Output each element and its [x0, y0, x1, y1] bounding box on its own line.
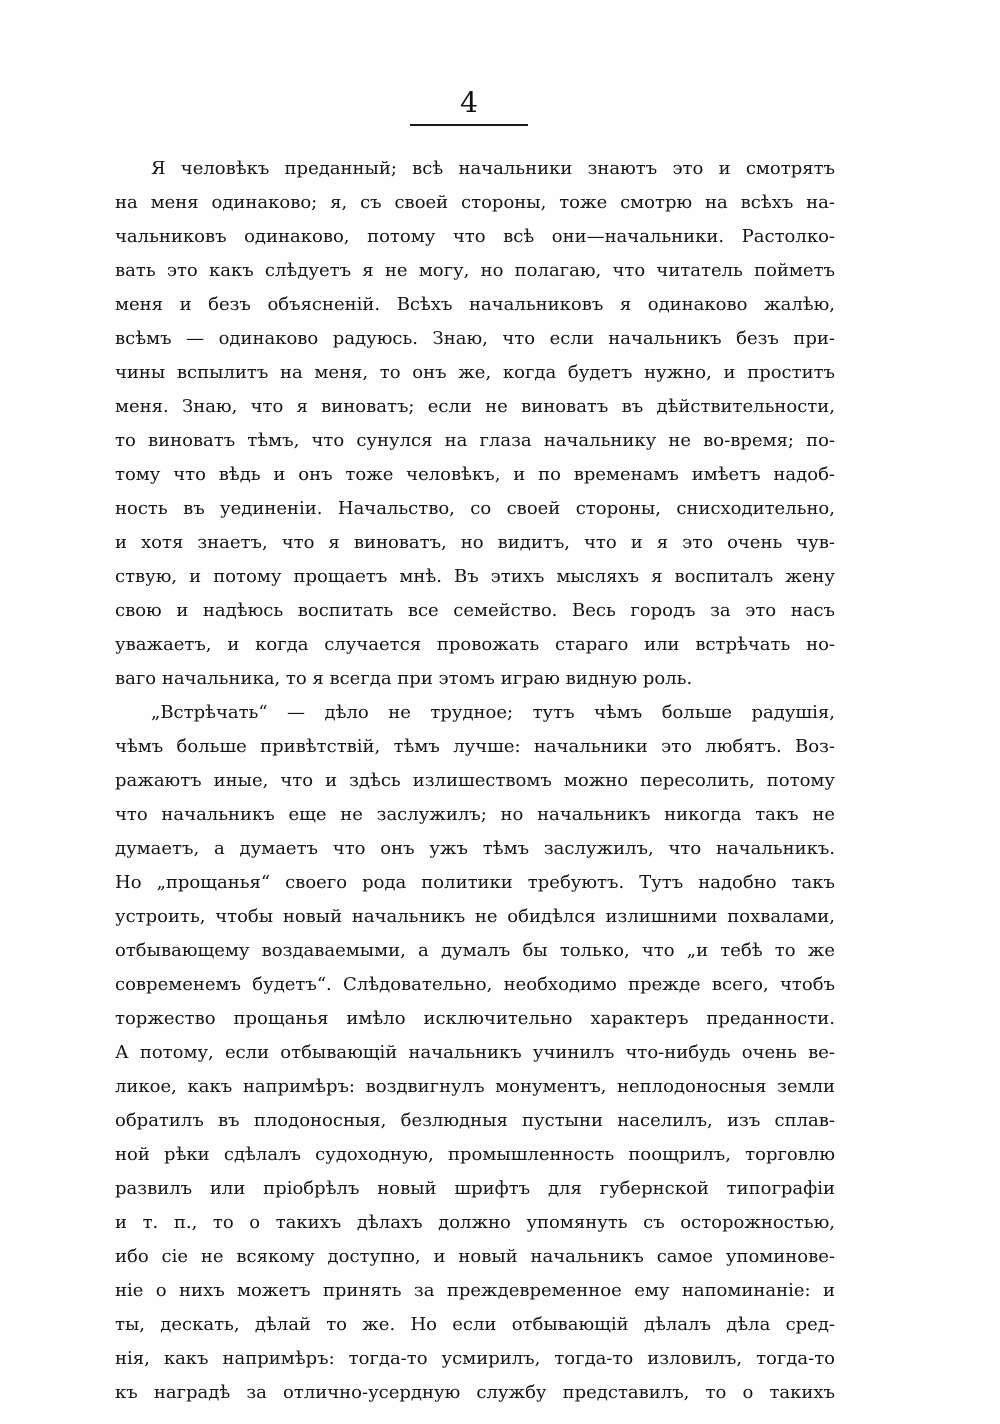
text-line: на меня одинаково; я, съ своей стороны, тоже смотрю на всѣхъ на- — [115, 192, 835, 213]
body-text — [115, 152, 835, 1410]
text-line: къ наградѣ за отлично-усердную службу представилъ, то о такихъ — [115, 1382, 835, 1403]
text-line: ибо сіе не всякому доступно, и новый начальникъ самое упоминове- — [115, 1246, 835, 1267]
text-line: современемъ будетъ“. Слѣдовательно, необходимо прежде всего, чтобъ — [115, 974, 835, 995]
text-line: нія, какъ напримѣръ: тогда-то усмирилъ, тогда-то изловилъ, тогда-то — [115, 1348, 835, 1369]
text-line: ной рѣки сдѣлалъ судоходную, промышленность поощрилъ, торговлю — [115, 1144, 835, 1165]
text-line: отбывающему воздаваемыми, а думалъ бы только, что „и тебѣ то же — [115, 940, 835, 961]
text-line: ты, дескать, дѣлай то же. Но если отбывающій дѣлалъ дѣла сред- — [115, 1314, 835, 1335]
text-line: тому что вѣдь и онъ тоже человѣкъ, и по временамъ имѣетъ надоб- — [115, 464, 835, 485]
text-line: ражаютъ иные, что и здѣсь излишествомъ можно пересолить, потому — [115, 770, 835, 791]
header-rule — [410, 124, 528, 126]
text-line: всѣмъ — одинаково радуюсь. Знаю, что если начальникъ безъ при- — [115, 328, 835, 349]
text-line: думаетъ, а думаетъ что онъ ужъ тѣмъ заслужилъ, что начальникъ. — [115, 838, 835, 859]
text-line: уважаетъ, и когда случается провожать стараго или встрѣчать но- — [115, 634, 835, 655]
text-line: чальниковъ одинаково, потому что всѣ они—начальники. Растолко- — [115, 226, 835, 247]
text-line: обратилъ въ плодоносныя, безлюдныя пустыни населилъ, изъ сплав- — [115, 1110, 835, 1131]
text-line: ность въ уединеніи. Начальство, со своей стороны, снисходительно, — [115, 498, 835, 519]
text-line: развилъ или пріобрѣлъ новый шрифтъ для губернской типографіи — [115, 1178, 835, 1199]
text-line: вать это какъ слѣдуетъ я не могу, но полагаю, что читатель пойметъ — [115, 260, 835, 281]
text-line: Но „прощанья“ своего рода политики требуютъ. Тутъ надобно такъ — [115, 872, 835, 893]
text-line: меня и безъ объясненій. Всѣхъ начальниковъ я одинаково жалѣю, — [115, 294, 835, 315]
text-line: ваго начальника, то я всегда при этомъ играю видную роль. — [115, 668, 693, 689]
text-line: свою и надѣюсь воспитать все семейство. Весь городъ за это насъ — [115, 600, 835, 621]
text-line: торжество прощанья имѣло исключительно характеръ преданности. — [115, 1008, 835, 1029]
page-number: 4 — [460, 86, 478, 119]
text-line: А потому, если отбывающій начальникъ учинилъ что-нибудь очень ве- — [115, 1042, 835, 1063]
text-line: и т. п., то о такихъ дѣлахъ должно упомянуть съ осторожностью, — [115, 1212, 835, 1233]
text-line: и хотя знаетъ, что я виноватъ, но видитъ, что и я это очень чув- — [115, 532, 835, 553]
text-line: чины вспылитъ на меня, то онъ же, когда будетъ нужно, и проститъ — [115, 362, 835, 383]
text-line: то виноватъ тѣмъ, что сунулся на глаза начальнику не во-время; по- — [115, 430, 835, 451]
text-line: устроить, чтобы новый начальникъ не обидѣлся излишними похвалами, — [115, 906, 835, 927]
text-line: чѣмъ больше привѣтствій, тѣмъ лучше: начальники это любятъ. Воз- — [115, 736, 835, 757]
text-line: ликое, какъ напримѣръ: воздвигнулъ монументъ, неплодоносныя земли — [115, 1076, 835, 1097]
text-line: „Встрѣчать“ — дѣло не трудное; тутъ чѣмъ больше радушія, — [151, 702, 835, 723]
text-line: ніе о нихъ можетъ принять за преждевременное ему напоминаніе: и — [115, 1280, 835, 1301]
text-line: Я человѣкъ преданный; всѣ начальники знаютъ это и смотрятъ — [151, 158, 835, 179]
text-line: что начальникъ еще не заслужилъ; но начальникъ никогда такъ не — [115, 804, 835, 825]
text-line: меня. Знаю, что я виноватъ; если не виноватъ въ дѣйствительности, — [115, 396, 835, 417]
text-line: ствую, и потому прощаетъ мнѣ. Въ этихъ мысляхъ я воспиталъ жену — [115, 566, 835, 587]
